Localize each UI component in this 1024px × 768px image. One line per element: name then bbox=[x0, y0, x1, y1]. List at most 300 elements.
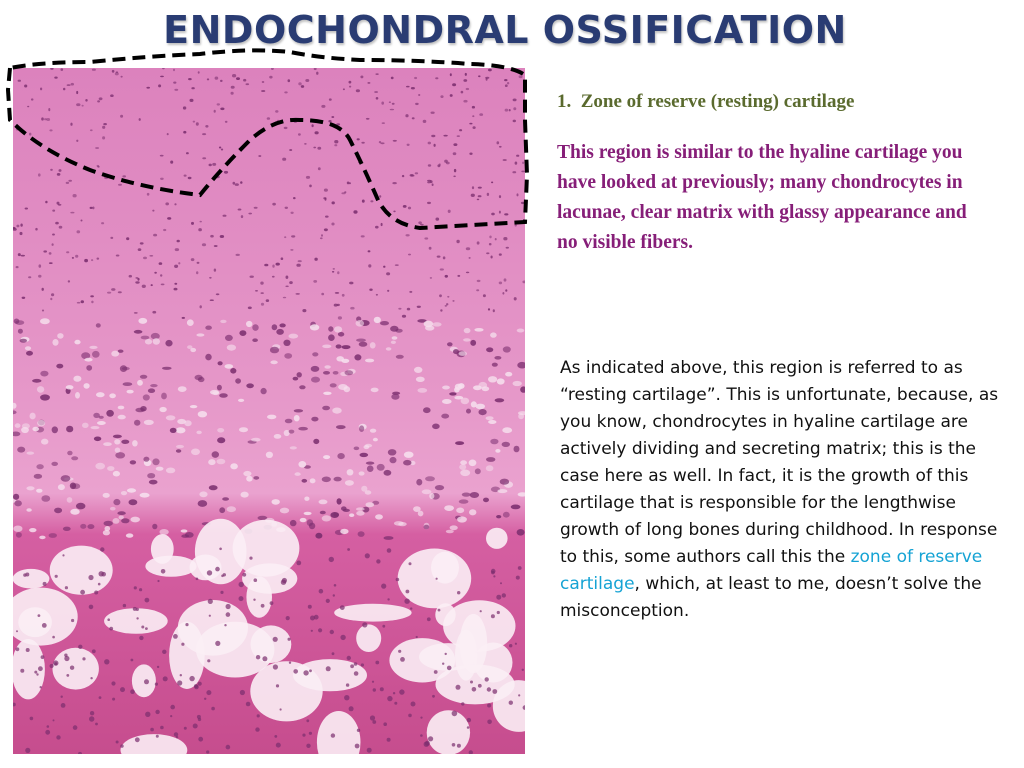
marrow-cell bbox=[130, 689, 135, 694]
chondrocyte-nucleus bbox=[359, 425, 364, 432]
chondrocyte-nucleus bbox=[54, 508, 62, 514]
chondrocyte-nucleus bbox=[289, 149, 292, 151]
chondrocyte-nucleus bbox=[513, 99, 517, 102]
marrow-cell bbox=[396, 578, 400, 582]
marrow-cell bbox=[193, 724, 198, 729]
chondrocyte-nucleus bbox=[338, 316, 342, 319]
chondrocyte-nucleus bbox=[70, 509, 79, 515]
marrow-cell bbox=[198, 682, 202, 686]
marrow-cell bbox=[20, 669, 24, 673]
marrow-cell bbox=[288, 638, 291, 641]
chondrocyte-nucleus bbox=[483, 498, 489, 503]
chondrocyte-nucleus bbox=[502, 442, 510, 447]
chondrocyte-nucleus bbox=[334, 304, 338, 307]
chondrocyte-nucleus bbox=[381, 102, 384, 105]
heading-number: 1. bbox=[557, 91, 572, 112]
chondrocyte-nucleus bbox=[479, 113, 483, 116]
chondrocyte-nucleus bbox=[272, 324, 278, 330]
chondrocyte-nucleus bbox=[395, 329, 402, 333]
chondrocyte-nucleus bbox=[55, 222, 59, 225]
marrow-cell bbox=[254, 578, 258, 582]
marrow-cell bbox=[485, 677, 489, 681]
chondrocyte-nucleus bbox=[442, 399, 452, 404]
chondrocyte-nucleus bbox=[110, 507, 116, 511]
chondrocyte-nucleus bbox=[431, 135, 435, 137]
chondrocyte-nucleus bbox=[502, 427, 512, 433]
marrow-cell bbox=[400, 657, 405, 662]
chondrocyte-nucleus bbox=[127, 390, 134, 394]
marrow-cell bbox=[207, 659, 210, 662]
chondrocyte-nucleus bbox=[67, 497, 73, 503]
chondrocyte-nucleus bbox=[305, 79, 309, 82]
chondrocyte-nucleus bbox=[153, 338, 160, 345]
chondrocyte-nucleus bbox=[185, 532, 194, 538]
chondrocyte-nucleus bbox=[18, 80, 21, 82]
chondrocyte-nucleus bbox=[453, 176, 456, 178]
chondrocyte-nucleus bbox=[427, 180, 431, 182]
chondrocyte-nucleus bbox=[196, 122, 199, 125]
chondrocyte-nucleus bbox=[514, 297, 517, 300]
chondrocyte-nucleus bbox=[393, 140, 397, 142]
chondrocyte-nucleus bbox=[74, 340, 80, 345]
marrow-cell bbox=[30, 717, 34, 721]
chondrocyte-nucleus bbox=[52, 234, 55, 236]
chondrocyte-nucleus bbox=[379, 195, 381, 198]
chondrocyte-nucleus bbox=[367, 465, 374, 472]
marrow-cell bbox=[162, 650, 166, 654]
marrow-cell bbox=[34, 671, 37, 674]
chondrocyte-nucleus bbox=[147, 473, 155, 478]
chondrocyte-nucleus bbox=[502, 292, 504, 295]
marrow-cell bbox=[163, 676, 168, 681]
chondrocyte-nucleus bbox=[370, 429, 376, 433]
marrow-cell bbox=[55, 575, 58, 578]
marrow-cell bbox=[226, 612, 231, 617]
marrow-cell bbox=[318, 628, 322, 632]
chondrocyte-nucleus bbox=[103, 442, 112, 446]
chondrocyte-nucleus bbox=[32, 379, 41, 383]
chondrocyte-nucleus bbox=[178, 386, 187, 392]
marrow-cell bbox=[472, 687, 477, 692]
marrow-cell bbox=[406, 590, 410, 594]
chondrocyte-nucleus bbox=[515, 224, 517, 226]
chondrocyte-nucleus bbox=[111, 288, 115, 291]
chondrocyte-nucleus bbox=[380, 321, 389, 325]
chondrocyte-nucleus bbox=[504, 79, 507, 81]
chondrocyte-nucleus bbox=[457, 275, 460, 277]
chondrocyte-nucleus bbox=[40, 394, 50, 400]
chondrocyte-nucleus bbox=[102, 126, 105, 129]
chondrocyte-nucleus bbox=[360, 453, 369, 457]
marrow-cell bbox=[362, 622, 367, 627]
chondrocyte-nucleus bbox=[16, 266, 19, 268]
chondrocyte-nucleus bbox=[427, 202, 431, 204]
marrow-cell bbox=[372, 681, 374, 683]
marrow-cell bbox=[346, 683, 349, 686]
chondrocyte-nucleus bbox=[360, 76, 363, 79]
marrow-cell bbox=[47, 725, 50, 728]
chondrocyte-nucleus bbox=[76, 140, 78, 142]
chondrocyte-nucleus bbox=[134, 420, 140, 426]
chondrocyte-nucleus bbox=[486, 416, 494, 420]
marrow-cell bbox=[461, 702, 464, 705]
marrow-cell bbox=[104, 659, 109, 664]
chondrocyte-nucleus bbox=[163, 229, 166, 231]
chondrocyte-nucleus bbox=[152, 458, 159, 465]
marrow-cell bbox=[139, 588, 142, 591]
chondrocyte-nucleus bbox=[134, 330, 143, 334]
chondrocyte-nucleus bbox=[478, 75, 481, 77]
chondrocyte-nucleus bbox=[283, 340, 290, 346]
chondrocyte-nucleus bbox=[184, 420, 191, 426]
marrow-cell bbox=[101, 572, 106, 577]
chondrocyte-nucleus bbox=[246, 321, 252, 327]
chondrocyte-nucleus bbox=[107, 466, 114, 471]
marrow-cell bbox=[173, 634, 178, 639]
chondrocyte-nucleus bbox=[252, 324, 258, 331]
chondrocyte-nucleus bbox=[313, 439, 319, 444]
chondrocyte-nucleus bbox=[284, 236, 286, 238]
chondrocyte-nucleus bbox=[118, 406, 125, 410]
chondrocyte-nucleus bbox=[311, 417, 318, 422]
chondrocyte-nucleus bbox=[75, 255, 78, 258]
marrow-cell bbox=[365, 553, 370, 558]
marrow-cell bbox=[43, 582, 47, 586]
chondrocyte-nucleus bbox=[459, 351, 467, 356]
marrow-cell bbox=[347, 656, 351, 660]
chondrocyte-nucleus bbox=[104, 521, 113, 526]
chondrocyte-nucleus bbox=[115, 452, 125, 458]
chondrocyte-nucleus bbox=[446, 530, 454, 533]
chondrocyte-nucleus bbox=[309, 185, 312, 188]
marrow-cell bbox=[36, 673, 38, 675]
marrow-cell bbox=[326, 599, 330, 603]
marrow-cell bbox=[387, 548, 392, 553]
marrow-cell bbox=[357, 729, 360, 732]
chondrocyte-nucleus bbox=[72, 257, 74, 259]
chondrocyte-nucleus bbox=[338, 332, 344, 337]
chondrocyte-nucleus bbox=[440, 268, 444, 270]
chondrocyte-nucleus bbox=[405, 114, 408, 117]
chondrocyte-nucleus bbox=[338, 384, 348, 390]
marrow-space bbox=[151, 534, 174, 564]
marrow-cell bbox=[303, 670, 308, 675]
marrow-cell bbox=[107, 618, 110, 621]
chondrocyte-nucleus bbox=[52, 210, 55, 212]
chondrocyte-nucleus bbox=[130, 517, 140, 523]
chondrocyte-nucleus bbox=[448, 210, 451, 213]
chondrocyte-nucleus bbox=[277, 120, 279, 123]
chondrocyte-nucleus bbox=[161, 393, 167, 400]
chondrocyte-nucleus bbox=[285, 286, 288, 288]
chondrocyte-nucleus bbox=[252, 338, 258, 342]
chondrocyte-nucleus bbox=[432, 322, 441, 326]
marrow-cell bbox=[139, 636, 143, 640]
chondrocyte-nucleus bbox=[396, 355, 404, 359]
chondrocyte-nucleus bbox=[488, 420, 496, 424]
chondrocyte-nucleus bbox=[143, 457, 149, 462]
chondrocyte-nucleus bbox=[195, 375, 203, 380]
chondrocyte-nucleus bbox=[140, 375, 147, 379]
marrow-cell bbox=[170, 715, 172, 717]
chondrocyte-nucleus bbox=[298, 82, 301, 85]
chondrocyte-nucleus bbox=[251, 438, 261, 442]
chondrocyte-nucleus bbox=[198, 500, 208, 507]
chondrocyte-nucleus bbox=[29, 133, 31, 136]
chondrocyte-nucleus bbox=[227, 345, 236, 351]
marrow-cell bbox=[394, 702, 397, 705]
chondrocyte-nucleus bbox=[215, 77, 219, 80]
chondrocyte-nucleus bbox=[370, 342, 376, 348]
marrow-cell bbox=[344, 695, 349, 700]
chondrocyte-nucleus bbox=[258, 155, 261, 157]
chondrocyte-nucleus bbox=[341, 192, 345, 194]
chondrocyte-nucleus bbox=[235, 378, 241, 383]
marrow-cell bbox=[41, 655, 45, 659]
marrow-cell bbox=[257, 714, 260, 717]
marrow-cell bbox=[509, 644, 512, 647]
chondrocyte-nucleus bbox=[93, 413, 100, 418]
marrow-cell bbox=[500, 582, 502, 584]
chondrocyte-nucleus bbox=[214, 245, 218, 247]
chondrocyte-nucleus bbox=[353, 210, 357, 213]
marrow-cell bbox=[99, 696, 102, 699]
chondrocyte-nucleus bbox=[239, 427, 248, 432]
marrow-cell bbox=[155, 710, 159, 714]
chondrocyte-nucleus bbox=[323, 392, 331, 395]
chondrocyte-nucleus bbox=[176, 445, 184, 448]
marrow-cell bbox=[66, 674, 69, 677]
marrow-cell bbox=[447, 666, 452, 671]
chondrocyte-nucleus bbox=[450, 73, 452, 76]
marrow-cell bbox=[502, 593, 506, 597]
chondrocyte-nucleus bbox=[329, 98, 332, 100]
chondrocyte-nucleus bbox=[272, 203, 276, 206]
marrow-cell bbox=[38, 666, 43, 671]
chondrocyte-nucleus bbox=[166, 415, 176, 420]
chondrocyte-nucleus bbox=[324, 189, 328, 192]
chondrocyte-nucleus bbox=[471, 194, 475, 197]
chondrocyte-nucleus bbox=[282, 158, 286, 161]
marrow-cell bbox=[95, 723, 98, 726]
chondrocyte-nucleus bbox=[196, 271, 198, 274]
chondrocyte-nucleus bbox=[391, 341, 396, 344]
marrow-cell bbox=[157, 666, 159, 668]
marrow-cell bbox=[383, 722, 387, 726]
chondrocyte-nucleus bbox=[29, 528, 36, 532]
chondrocyte-nucleus bbox=[337, 453, 344, 459]
marrow-cell bbox=[306, 719, 309, 722]
chondrocyte-nucleus bbox=[34, 474, 42, 479]
chondrocyte-nucleus bbox=[91, 301, 93, 304]
marrow-cell bbox=[432, 695, 435, 698]
chondrocyte-nucleus bbox=[14, 319, 20, 324]
chondrocyte-nucleus bbox=[444, 505, 454, 511]
chondrocyte-nucleus bbox=[63, 527, 71, 531]
chondrocyte-nucleus bbox=[406, 234, 410, 236]
chondrocyte-nucleus bbox=[488, 69, 492, 72]
marrow-cell bbox=[354, 662, 358, 666]
chondrocyte-nucleus bbox=[392, 103, 395, 105]
chondrocyte-nucleus bbox=[20, 339, 27, 343]
chondrocyte-nucleus bbox=[81, 220, 83, 222]
chondrocyte-nucleus bbox=[460, 460, 467, 465]
chondrocyte-nucleus bbox=[322, 345, 331, 349]
chondrocyte-nucleus bbox=[304, 143, 307, 145]
chondrocyte-nucleus bbox=[521, 202, 525, 204]
chondrocyte-nucleus bbox=[284, 91, 287, 93]
chondrocyte-nucleus bbox=[315, 131, 319, 134]
chondrocyte-nucleus bbox=[18, 253, 21, 256]
chondrocyte-nucleus bbox=[331, 223, 334, 226]
chondrocyte-nucleus bbox=[107, 292, 111, 294]
chondrocyte-nucleus bbox=[375, 73, 378, 75]
chondrocyte-nucleus bbox=[238, 209, 242, 211]
marrow-cell bbox=[80, 590, 85, 595]
chondrocyte-nucleus bbox=[178, 262, 180, 264]
chondrocyte-nucleus bbox=[357, 138, 360, 140]
marrow-cell bbox=[515, 643, 517, 645]
marrow-cell bbox=[372, 720, 376, 724]
chondrocyte-nucleus bbox=[335, 292, 339, 294]
chondrocyte-nucleus bbox=[225, 121, 228, 123]
chondrocyte-nucleus bbox=[25, 346, 31, 350]
chondrocyte-nucleus bbox=[49, 533, 57, 538]
marrow-space bbox=[104, 608, 168, 634]
marrow-cell bbox=[78, 645, 82, 649]
chondrocyte-nucleus bbox=[294, 409, 303, 412]
chondrocyte-nucleus bbox=[284, 430, 290, 436]
chondrocyte-nucleus bbox=[49, 129, 52, 131]
chondrocyte-nucleus bbox=[490, 332, 497, 337]
chondrocyte-nucleus bbox=[354, 447, 360, 451]
chondrocyte-nucleus bbox=[68, 180, 72, 182]
chondrocyte-nucleus bbox=[182, 317, 185, 319]
chondrocyte-nucleus bbox=[46, 118, 50, 121]
marrow-cell bbox=[340, 635, 345, 640]
chondrocyte-nucleus bbox=[220, 235, 224, 238]
chondrocyte-nucleus bbox=[113, 499, 120, 505]
chondrocyte-nucleus bbox=[26, 351, 33, 356]
marrow-cell bbox=[246, 702, 251, 707]
chondrocyte-nucleus bbox=[27, 106, 29, 108]
chondrocyte-nucleus bbox=[301, 85, 304, 88]
chondrocyte-nucleus bbox=[86, 365, 92, 371]
chondrocyte-nucleus bbox=[218, 361, 223, 365]
chondrocyte-nucleus bbox=[270, 347, 279, 354]
chondrocyte-nucleus bbox=[391, 394, 399, 400]
chondrocyte-nucleus bbox=[26, 508, 31, 512]
marrow-cell bbox=[302, 734, 305, 737]
chondrocyte-nucleus bbox=[148, 388, 155, 393]
chondrocyte-nucleus bbox=[94, 437, 101, 442]
marrow-cell bbox=[177, 680, 182, 685]
chondrocyte-nucleus bbox=[427, 181, 430, 183]
chondrocyte-nucleus bbox=[350, 307, 354, 310]
chondrocyte-nucleus bbox=[442, 386, 450, 390]
chondrocyte-nucleus bbox=[414, 77, 417, 79]
chondrocyte-nucleus bbox=[217, 103, 220, 105]
chondrocyte-nucleus bbox=[398, 308, 401, 310]
chondrocyte-nucleus bbox=[37, 420, 45, 426]
chondrocyte-nucleus bbox=[121, 76, 123, 78]
chondrocyte-nucleus bbox=[403, 205, 407, 208]
chondrocyte-nucleus bbox=[415, 172, 418, 174]
chondrocyte-nucleus bbox=[505, 109, 509, 112]
chondrocyte-nucleus bbox=[95, 147, 99, 149]
chondrocyte-nucleus bbox=[356, 507, 365, 510]
chondrocyte-nucleus bbox=[120, 365, 127, 372]
marrow-cell bbox=[253, 599, 255, 601]
chondrocyte-nucleus bbox=[118, 415, 126, 420]
chondrocyte-nucleus bbox=[121, 518, 129, 523]
chondrocyte-nucleus bbox=[81, 300, 84, 303]
chondrocyte-nucleus bbox=[319, 500, 328, 505]
marrow-space bbox=[132, 664, 156, 697]
marrow-cell bbox=[375, 661, 379, 665]
chondrocyte-nucleus bbox=[191, 87, 194, 89]
chondrocyte-nucleus bbox=[16, 225, 19, 228]
chondrocyte-nucleus bbox=[210, 235, 214, 238]
chondrocyte-nucleus bbox=[160, 178, 164, 180]
chondrocyte-nucleus bbox=[165, 340, 172, 347]
chondrocyte-nucleus bbox=[160, 76, 164, 78]
chondrocyte-nucleus bbox=[285, 419, 293, 424]
marrow-cell bbox=[209, 615, 211, 617]
chondrocyte-nucleus bbox=[97, 258, 100, 260]
chondrocyte-nucleus bbox=[37, 386, 44, 393]
chondrocyte-nucleus bbox=[490, 439, 498, 445]
chondrocyte-nucleus bbox=[97, 165, 100, 167]
marrow-cell bbox=[470, 681, 473, 684]
chondrocyte-nucleus bbox=[198, 71, 200, 73]
chondrocyte-nucleus bbox=[492, 363, 498, 367]
marrow-cell bbox=[306, 744, 310, 748]
chondrocyte-nucleus bbox=[38, 173, 41, 176]
chondrocyte-nucleus bbox=[337, 498, 342, 504]
marrow-cell bbox=[411, 702, 416, 707]
chondrocyte-nucleus bbox=[395, 264, 399, 266]
chondrocyte-nucleus bbox=[289, 334, 299, 339]
chondrocyte-nucleus bbox=[121, 491, 127, 495]
chondrocyte-nucleus bbox=[161, 284, 165, 286]
chondrocyte-nucleus bbox=[499, 211, 501, 214]
chondrocyte-nucleus bbox=[126, 237, 129, 240]
chondrocyte-nucleus bbox=[21, 427, 29, 433]
marrow-cell bbox=[61, 703, 66, 708]
chondrocyte-nucleus bbox=[115, 448, 121, 453]
chondrocyte-nucleus bbox=[91, 426, 100, 429]
chondrocyte-nucleus bbox=[261, 90, 265, 92]
chondrocyte-nucleus bbox=[174, 288, 178, 291]
chondrocyte-nucleus bbox=[424, 525, 430, 530]
marrow-cell bbox=[399, 689, 404, 694]
marrow-space bbox=[53, 648, 99, 690]
chondrocyte-nucleus bbox=[464, 328, 471, 333]
chondrocyte-nucleus bbox=[466, 409, 471, 414]
chondrocyte-nucleus bbox=[459, 499, 469, 503]
chondrocyte-nucleus bbox=[472, 106, 475, 109]
chondrocyte-nucleus bbox=[174, 265, 178, 268]
chondrocyte-nucleus bbox=[207, 78, 209, 80]
chondrocyte-nucleus bbox=[82, 105, 84, 107]
chondrocyte-nucleus bbox=[488, 308, 490, 310]
chondrocyte-nucleus bbox=[345, 480, 354, 486]
chondrocyte-nucleus bbox=[432, 424, 440, 430]
chondrocyte-nucleus bbox=[146, 87, 150, 89]
chondrocyte-nucleus bbox=[209, 277, 212, 279]
chondrocyte-nucleus bbox=[390, 109, 394, 111]
